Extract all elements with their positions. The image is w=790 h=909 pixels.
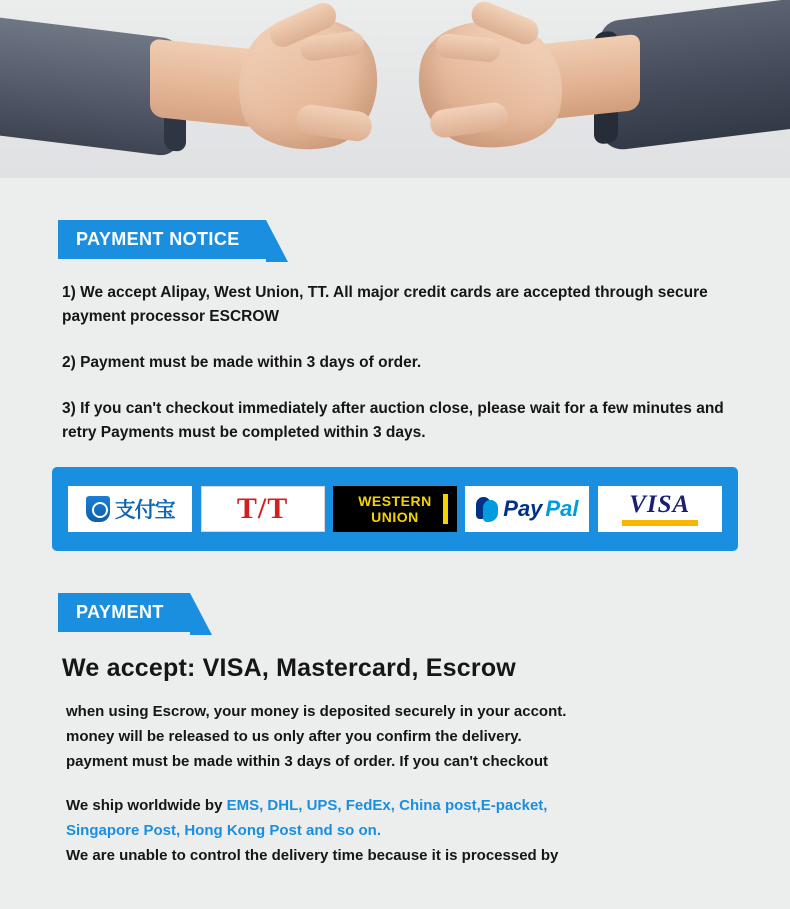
alipay-label: 支付宝	[114, 498, 175, 523]
payment-notice-ribbon: PAYMENT NOTICE	[58, 220, 266, 259]
hero-handshake-image	[0, 0, 790, 178]
paypal-mark-icon	[476, 495, 500, 523]
payment-body	[0, 683, 790, 868]
payment-notice-body	[0, 259, 790, 445]
payment-ribbon: PAYMENT	[58, 593, 190, 632]
payment-methods-bar	[52, 467, 738, 551]
western-union-top-label: WESTERN	[358, 493, 432, 510]
payment-notice-ribbon-wrap	[0, 178, 790, 259]
visa-logo	[598, 486, 722, 532]
alipay-logo	[68, 486, 192, 532]
notice-item-2: 2) Payment must be made within 3 days of order.	[62, 354, 422, 372]
western-union-bottom-label: UNION	[371, 509, 419, 526]
shipping-paragraph	[66, 793, 728, 869]
paypal-logo	[465, 486, 589, 532]
paypal-pal-label: Pal	[545, 496, 579, 522]
western-union-logo	[333, 486, 457, 532]
shipping-prefix: We ship worldwide by	[66, 796, 227, 814]
visa-label: VISA	[629, 491, 691, 519]
shipping-note: We are unable to control the delivery time because it is processed by	[66, 847, 559, 865]
notice-item-3: 3) If you can't checkout immediately after auction close, please wait for a few minutes and retry Payments must be completed within 3 days.	[62, 400, 724, 442]
payment-paragraph	[66, 699, 728, 775]
shipping-carriers-line-2: Singapore Post, Hong Kong Post and so on.	[66, 821, 381, 839]
alipay-badge-icon	[86, 496, 110, 522]
shipping-carriers-line-1: EMS, DHL, UPS, FedEx, China post,E-packet,	[226, 796, 548, 814]
notice-item-1: 1) We accept Alipay, West Union, TT. All major credit cards are accepted through secure payment processor ESCROW	[62, 284, 708, 326]
paypal-pay-label: Pay	[503, 496, 543, 522]
payment-paragraph-line-1: when using Escrow, your money is deposited securely in your accont.	[66, 703, 567, 721]
payment-ribbon-wrap	[0, 593, 790, 632]
payment-heading: We accept: VISA, Mastercard, Escrow	[62, 654, 516, 683]
payment-paragraph-line-2: money will be released to us only after you confirm the delivery.	[66, 728, 522, 746]
payment-section	[0, 551, 790, 868]
visa-gold-bar	[622, 520, 698, 526]
tt-logo: T/T	[201, 486, 325, 532]
payment-paragraph-line-3: payment must be made within 3 days of order. If you can't checkout	[66, 753, 549, 771]
